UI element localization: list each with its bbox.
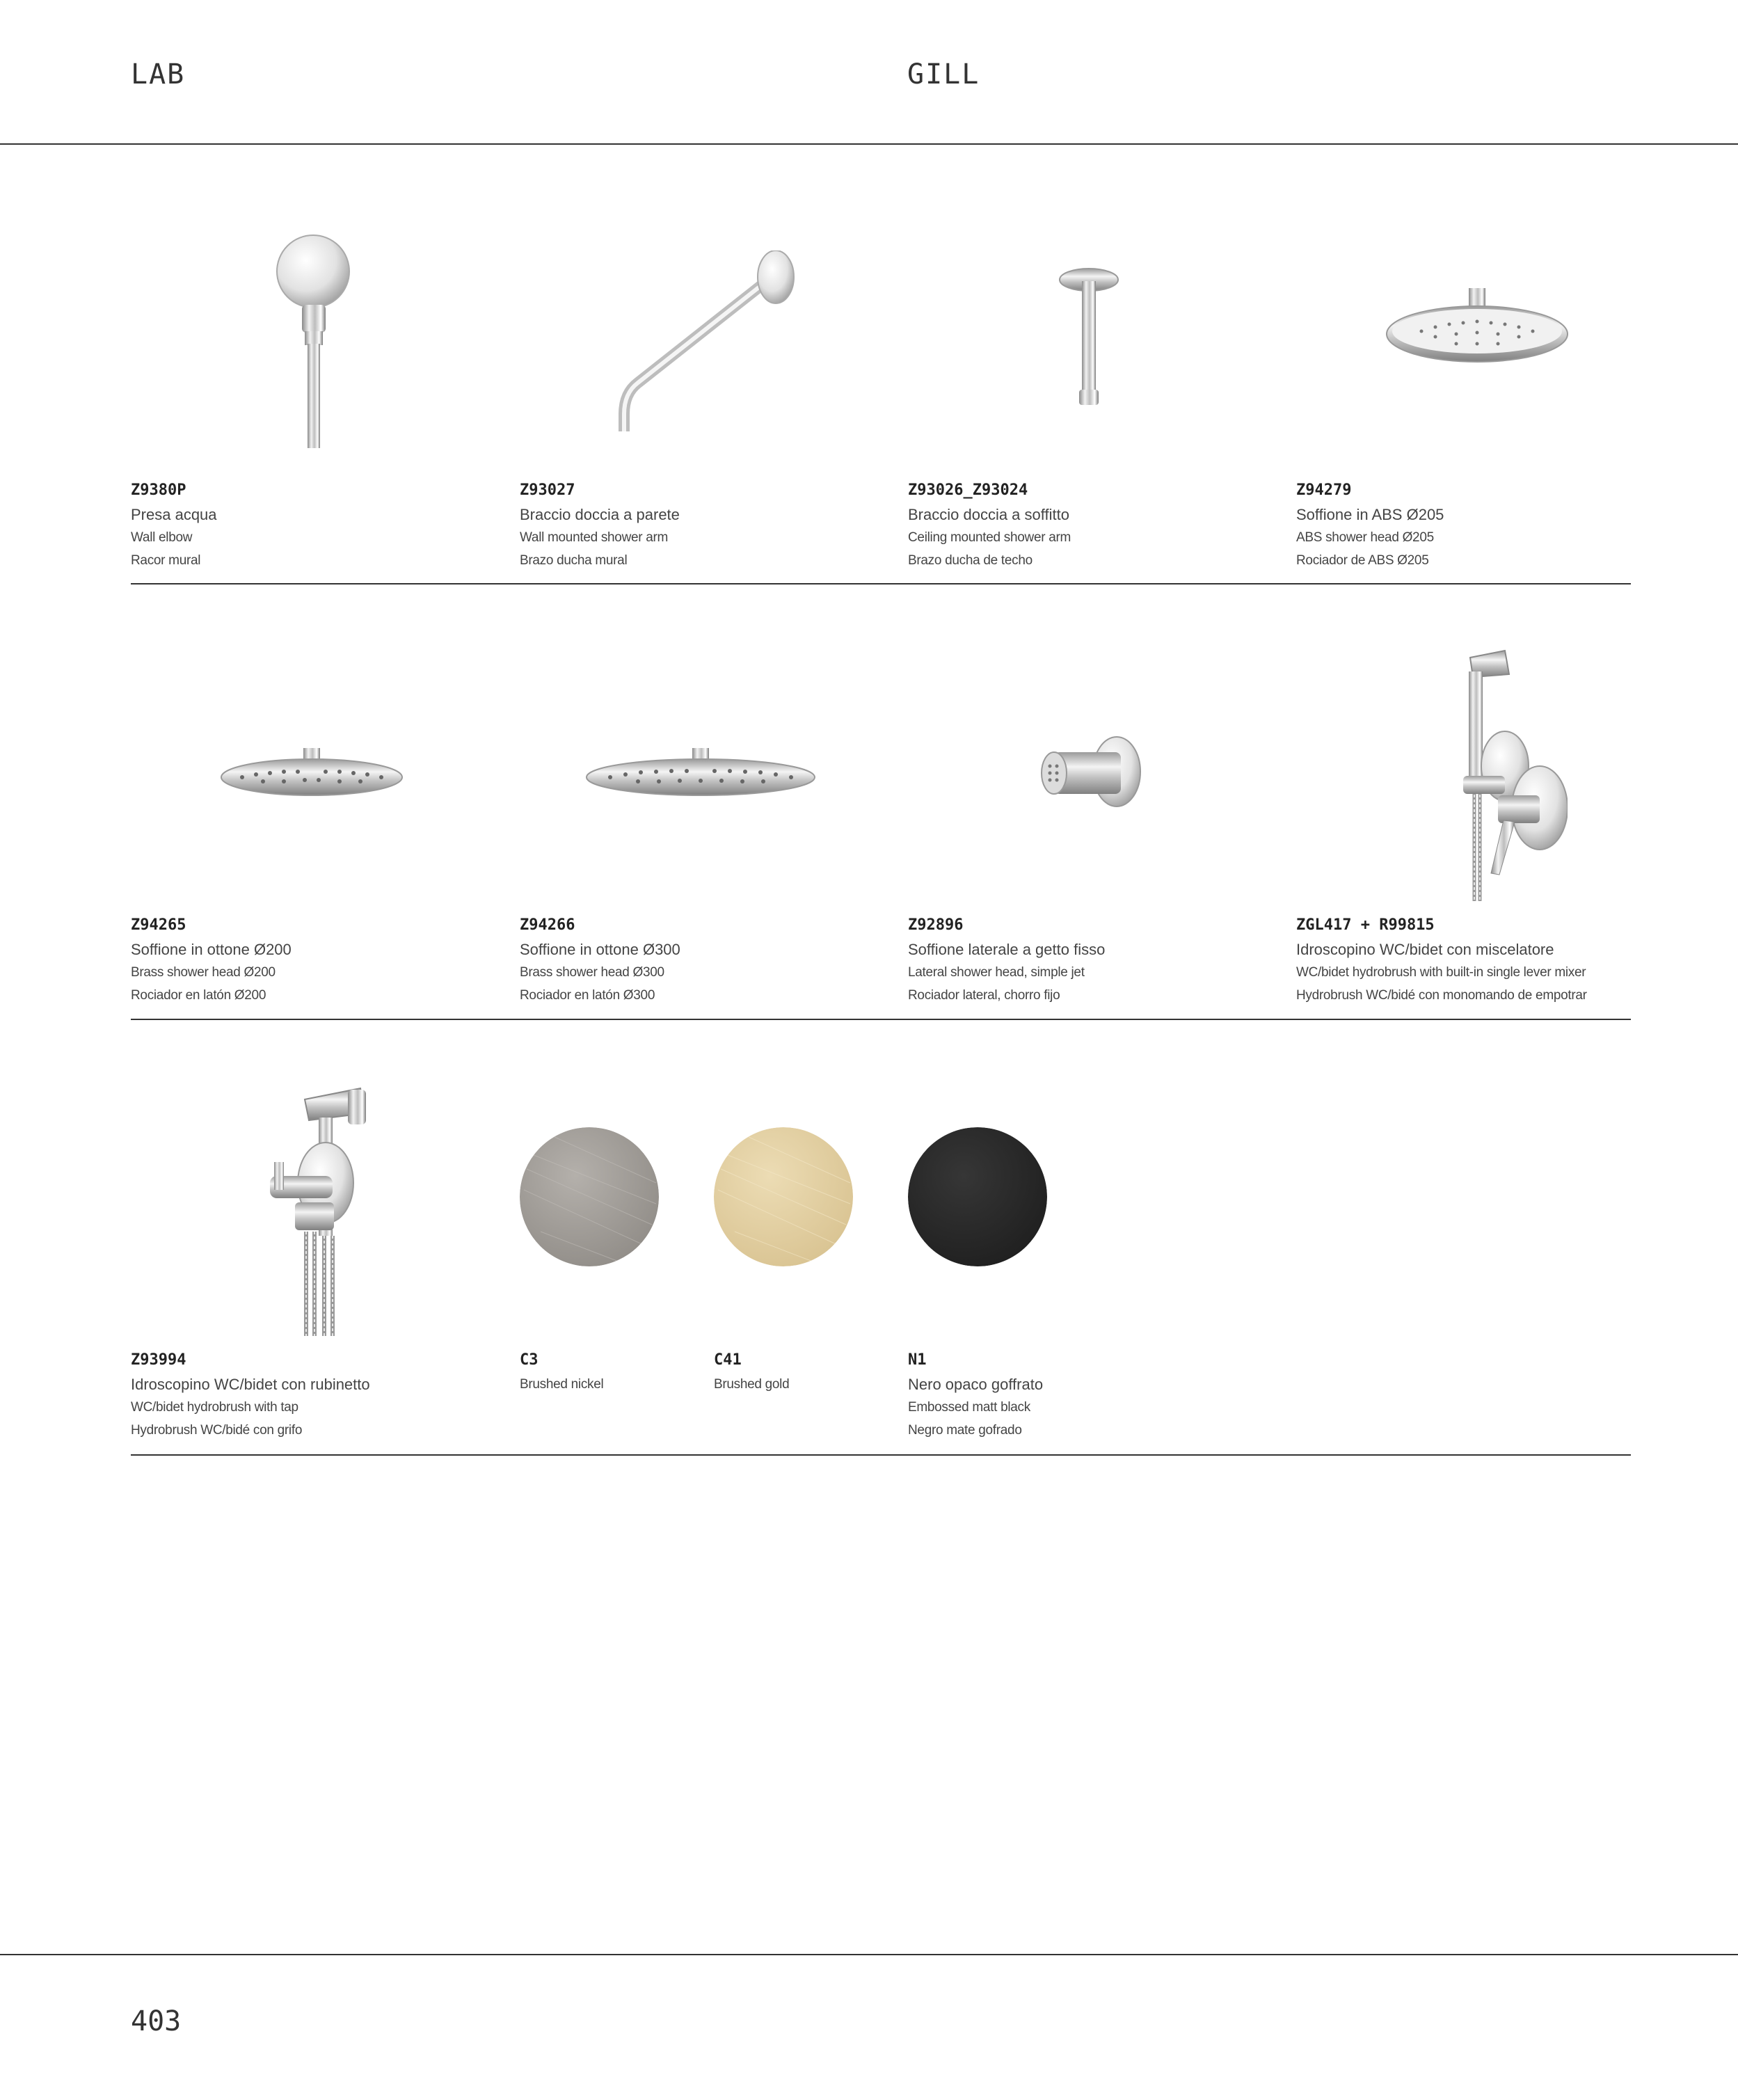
page-number: 403 (131, 2005, 182, 2037)
finish-code: N1 (908, 1351, 927, 1369)
product-name-en: WC/bidet hydrobrush with built-in single lever mixer (1296, 965, 1586, 980)
ceiling-shower-arm-icon (908, 209, 1270, 473)
product-name-es: Brazo ducha de techo (908, 553, 1033, 568)
brass-shower-head-300-icon (520, 644, 882, 908)
lateral-jet-icon (908, 644, 1270, 908)
product-name-es: Rociador en latón Ø200 (131, 988, 266, 1003)
product-name-en: ABS shower head Ø205 (1296, 530, 1434, 545)
product-code: Z94265 (131, 916, 186, 934)
brass-shower-head-200-icon (131, 644, 493, 908)
product-name-en: Ceiling mounted shower arm (908, 530, 1071, 545)
product-name-es: Rociador de ABS Ø205 (1296, 553, 1429, 568)
product-name-en: Wall elbow (131, 530, 193, 545)
product-name-it: Soffione in ottone Ø300 (520, 941, 680, 958)
product-name-it: Soffione laterale a getto fisso (908, 941, 1106, 958)
finish-name-it: Nero opaco goffrato (908, 1376, 1044, 1393)
product-name-es: Rociador en latón Ø300 (520, 988, 655, 1003)
finish-name-en: Embossed matt black (908, 1400, 1030, 1415)
product-name-en: WC/bidet hydrobrush with tap (131, 1400, 298, 1415)
product-name-es: Hydrobrush WC/bidé con grifo (131, 1423, 303, 1438)
hydrobrush-tap-icon (131, 1079, 493, 1343)
product-code: Z94279 (1296, 482, 1352, 499)
footer-divider (0, 1954, 1738, 1955)
product-name-it: Idroscopino WC/bidet con miscelatore (1296, 941, 1554, 958)
series-label-lab: LAB (131, 58, 186, 90)
brushed-gold-swatch (714, 1127, 853, 1266)
product-name-es: Racor mural (131, 553, 201, 568)
product-name-it: Soffione in ABS Ø205 (1296, 506, 1444, 523)
finish-code: C3 (520, 1351, 539, 1369)
product-name-it: Braccio doccia a soffitto (908, 506, 1069, 523)
finish-code: C41 (714, 1351, 742, 1369)
finish-name: Brushed gold (714, 1377, 790, 1392)
product-name-en: Lateral shower head, simple jet (908, 965, 1085, 980)
finish-name-es: Negro mate gofrado (908, 1423, 1022, 1438)
product-code: ZGL417 + R99815 (1296, 916, 1435, 934)
matt-black-swatch (908, 1127, 1047, 1266)
product-code: Z94266 (520, 916, 575, 934)
series-label-gill: GILL (907, 58, 980, 90)
abs-shower-head-icon (1296, 209, 1658, 473)
product-name-en: Brass shower head Ø200 (131, 965, 276, 980)
product-name-it: Idroscopino WC/bidet con rubinetto (131, 1376, 370, 1393)
product-name-it: Soffione in ottone Ø200 (131, 941, 292, 958)
product-code: Z93026_Z93024 (908, 482, 1028, 499)
row-divider (131, 1454, 1631, 1456)
finish-name: Brushed nickel (520, 1377, 604, 1392)
hydrobrush-mixer-icon (1296, 644, 1658, 908)
product-name-es: Hydrobrush WC/bidé con monomando de empotrar (1296, 988, 1587, 1003)
product-name-en: Wall mounted shower arm (520, 530, 669, 545)
product-code: Z92896 (908, 916, 964, 934)
product-code: Z9380P (131, 482, 186, 499)
row-divider (131, 583, 1631, 584)
product-name-es: Brazo ducha mural (520, 553, 628, 568)
product-code: Z93027 (520, 482, 575, 499)
wall-shower-arm-icon (520, 209, 882, 473)
header-divider (0, 143, 1738, 145)
product-name-en: Brass shower head Ø300 (520, 965, 664, 980)
brushed-nickel-swatch (520, 1127, 659, 1266)
product-name-es: Rociador lateral, chorro fijo (908, 988, 1060, 1003)
row-divider (131, 1019, 1631, 1020)
product-name-it: Braccio doccia a parete (520, 506, 680, 523)
wall-elbow-icon (131, 209, 493, 473)
product-code: Z93994 (131, 1351, 186, 1369)
product-name-it: Presa acqua (131, 506, 217, 523)
